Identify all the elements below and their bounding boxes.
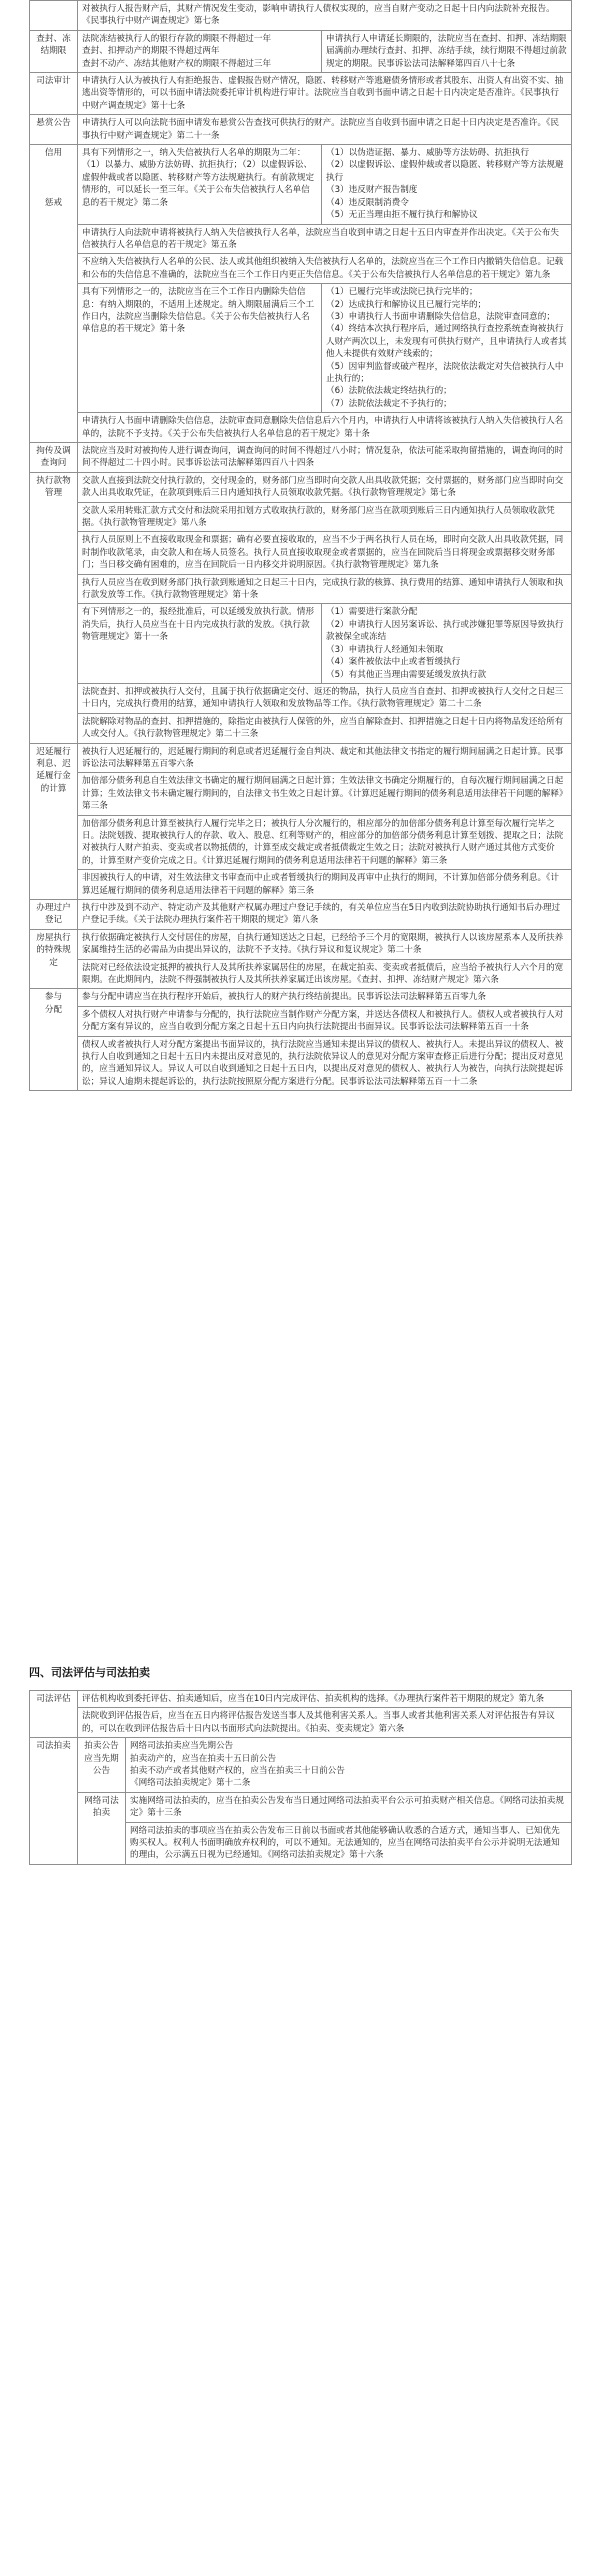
table-cell [78,30,322,72]
row-label [30,145,78,443]
table-cell: 被执行人迟延履行的，迟延履行期间的利息或者迟延履行金自判决、裁定和其他法律文书指定的履行期间届满之日起计算。民事诉讼法司法解释第五百零六条 [78,743,572,773]
table-cell: 不应纳入失信被执行人名单的公民、法人或其他组织被纳入失信被执行人名单的，法院应当在三个工作日内撤销失信信息。记载和公布的失信信息不准确的，法院应当在三个工作日内更正失信信息。《关于公布失信被执行人名单信息的若干规定》第九条 [78,254,572,284]
table-cell: 执行依据确定被执行人交付居住的房屋，自执行通知送达之日起，已经给予三个月的宽限期，被执行人以该房屋系本人及所扶养家属维持生活的必需品为由提出异议的，法院不予支持。《执行异议和复议规定》第二十条 [78,929,572,959]
cell-line: 查封不动产、冻结其他财产权的期限不得超过三年 [82,58,272,69]
cell-line: （5）无正当理由拒不履行执行和解协议 [326,210,478,221]
table-row [30,574,572,604]
table-row [30,900,572,930]
table-cell: 申请执行人向法院申请将被执行人纳入失信被执行人名单，法院应当自收到申请之日起十五日内审查并作出决定。《关于公布失信被执行人名单信息的若干规定》第五条 [78,224,572,254]
table-row [30,73,572,115]
table-row [30,989,572,1006]
table-cell: 非因被执行人的申请，对生效法律文书审查而中止或者暂缓执行的期间及再审中止执行的期间，不计算加倍部分债务利息。《计算迟延履行期间的债务利息适用法律若干问题的解释》第三条 [78,870,572,900]
row-label: 执行款物管理 [30,472,78,743]
section-heading: 四、司法评估与司法拍卖 [29,1666,150,1679]
row-label: 房屋执行的特殊规定 [30,929,78,989]
table-cell: 申请执行人认为被执行人有拒绝报告、虚假报告财产情况，隐匿、转移财产等逃避债务情形或者其股东、出资人有出资不实、抽逃出资等情形的，可以书面申请法院委托审计机构进行审计。法院应当自收到书面申请之日起十日内决定是否准许。《民事执行中财产调查规定》第十七条 [78,73,572,115]
row-label: 拘传及调查询问 [30,443,78,473]
row-label: 查封、冻结期限 [30,30,78,72]
table-cell: 申请执行人书面申请删除失信信息，法院审查同意删除失信信息后六个月内，申请执行人申请将该被执行人纳入失信被执行人名单的，法院不予支持。《关于公布失信被执行人名单信息的若干规定》第十条 [78,413,572,443]
table-cell: 执行人员应当在收到财务部门执行款到账通知之日起三十日内，完成执行款的核算、执行费用的结算、通知申请执行人领取和执行款发放等工作。《执行款物管理规定》第十条 [78,574,572,604]
table-cell: 执行中涉及到不动产、特定动产及其他财产权属办理过户登记手续的，有关单位应当在5日内收到法院协助执行通知书后办理过户登记手续。《关于法院办理执行案件若干期限的规定》第八条 [78,900,572,930]
cell-line: （4）案件被依法中止或者暂缓执行 [326,657,461,668]
table-cell: 加倍部分债务利息计算至被执行人履行完毕之日；被执行人分次履行的，相应部分的加倍部分债务利息计算至每次履行完毕之日。法院划拨、提取被执行人的存款、收入、股息、红利等财产的，相应部分的加倍部分债务利息计算至划拨、提取之日；法院对被执行人财产拍卖、变卖或者以物抵债的，计算至成交裁定或者抵债裁定生效之日；法院对被执行人财产通过其他方式变价的，计算至财产变价完成之日。《计算迟延履行期间的债务利息适用法律若干问题的解释》第三条 [78,815,572,870]
table-cell [322,284,572,413]
cell-line: （7）法院依法裁定不予执行的； [326,398,452,409]
cell-line: （1）以伪造证据、暴力、威胁等方法妨碍、抗拒执行 [326,148,530,159]
table-cell: 加倍部分债务利息自生效法律文书确定的履行期间届满之日起计算；生效法律文书确定分期履行的，自每次履行期间届满之日起计算；生效法律文书未确定履行期间的，自法律文书生效之日起计算。《计算迟延履行期间的债务利息适用法律若干问题的解释》第三条 [78,773,572,815]
table-cell: 法院应当及时对被拘传人进行调查询问，调查询问的时间不得超过八小时；情况复杂，依法可能采取拘留措施的，调查询问的时间不得超过二十四小时。民事诉讼法司法解释第四百八十四条 [78,443,572,473]
cell-line: （2）以虚假诉讼、虚假仲裁或者以隐匿、转移财产等方法规避执行 [326,160,564,183]
table-row [30,1,572,31]
row-label [30,1,78,31]
row-label: 悬赏公告 [30,115,78,145]
table-cell: 法院查封、扣押或被执行人交付，且属于执行依据确定交付、返还的物品，执行人员应当自查封、扣押或被执行人交付之日起三十日内，完成执行费用的结算，通知申请执行人领取和发放物品等工作。《执行款物管理规定》第二十二条 [78,683,572,713]
cell-line: （1）已履行完毕或法院已执行完毕的； [326,287,478,298]
table-row [30,815,572,870]
table-row [30,413,572,443]
table-cell: 网络司法拍卖的事项应当在拍卖公告发布三日前以书面或者其他能够确认收悉的合适方式，通知当事人、已知优先购买权人。权利人书面明确放弃权利的，可以不通知。无法通知的，应当在网络司法拍卖平台公示并说明无法通知的理由，公示满五日视为已经通知。《网络司法拍卖规定》第十六条 [126,1822,572,1864]
table-cell: 法院对已经依法设定抵押的被执行人及其所扶养家属居住的房屋，在裁定拍卖、变卖或者抵债后，应当给予被执行人六个月的宽限期。在此期间内，法院不得强制被执行人及其所扶养家属迁出该房屋。《查封、扣押、冻结财产规定》第六条 [78,959,572,989]
row-label: 司法拍卖 [30,1738,78,1865]
cell-line: （5）有其他正当理由需要延缓发放执行款 [326,669,487,680]
cell-line: （3）申请执行人经通知未领取 [326,644,444,655]
table-row [30,1006,572,1036]
table-cell: 申请执行人可以向法院书面申请发布悬赏公告查找可供执行的财产。法院应当自收到书面申请之日起十日内决定是否准许。《民事执行中财产调查规定》第二十一条 [78,115,572,145]
cell-line: 《网络司法拍卖规定》第十二条 [130,1778,251,1789]
row-label: 司法评估 [30,1691,78,1738]
row-label: 司法审计 [30,73,78,115]
table-row [30,1708,572,1738]
table-row [30,929,572,959]
table-row [30,1738,572,1793]
table-row [30,870,572,900]
row-label-part: 信用 [44,148,63,159]
cell-line: （1）需要进行案款分配 [326,607,418,618]
cell-line: （2）申请执行人因另案诉讼、执行或涉嫌犯罪等原因导致执行款被保全或冻结 [326,619,564,643]
cell-line: 法院冻结被执行人的银行存款的期限不得超过一年 [82,33,272,44]
table-row [30,30,572,72]
table-row [30,284,572,413]
table-cell: 实施网络司法拍卖的，应当在拍卖公告发布当日通过网络司法拍卖平台公示可拍卖财产相关信息。《网络司法拍卖规定》第十三条 [126,1792,572,1822]
table-cell: 法院解除对物品的查封、扣押措施的，除指定由被执行人保管的外，应当自解除查封、扣押措施之日起十日内将物品发还给所有人或交付人。《执行款物管理规定》第二十三条 [78,713,572,743]
cell-line: （2）达成执行和解协议且已履行完毕的； [326,299,487,310]
table-cell: 债权人或者被执行人对分配方案提出书面异议的，执行法院应当通知未提出异议的债权人、被执行人。未提出异议的债权人、被执行人自收到通知之日起十五日内未提出反对意见的，执行法院依异议人的意见对分配方案审查修正后进行分配；提出反对意见的，应当通知异议人。异议人可以自收到通知之日起十五日内，以提出反对意见的债权人、被执行人为被告，向执行法院提起诉讼；异议人逾期未提起诉讼的，执行法院按照原分配方案进行分配。民事诉讼法司法解释第五百一十二条 [78,1036,572,1091]
table-cell [322,145,572,224]
table-row [30,743,572,773]
row-label-part: 参与 [44,992,63,1003]
table-cell: 对被执行人报告财产后，其财产情况发生变动，影响申请执行人债权实现的，应当自财产变动之日起十日内向法院补充报告。《民事执行中财产调查规定》第七条 [78,1,572,31]
row-label: 迟延履行利息、迟延履行金的计算 [30,743,78,899]
row-label: 办理过户登记 [30,900,78,930]
table-cell: 具有下列情形之一，纳入失信被执行人名单的期限为二年：（1）以暴力、威胁方法妨碍、抗拒执行；（2）以虚假诉讼、虚假仲裁或者以隐匿、转移财产等方法规避执行。有前款规定情形的，可以延长一至三年。《关于公布失信被执行人名单信息的若干规定》第二条 [78,145,322,224]
table-row [30,443,572,473]
enforcement-rules-table [29,0,572,1091]
table-row [30,502,572,532]
table-row [30,224,572,254]
table-row [30,1036,572,1091]
cell-line: （4）违反限制消费令 [326,197,409,208]
cell-line: 拍卖动产的，应当在拍卖十五日前公告 [130,1753,277,1764]
table-cell: 多个债权人对执行财产申请参与分配的，执行法院应当制作财产分配方案，并送达各债权人和被执行人。债权人或者被执行人对分配方案有异议的，应当自收到分配方案之日起十五日内向执行法院提出书面异议。民事诉讼法司法解释第五百一十条 [78,1006,572,1036]
table-cell: 参与分配申请应当在执行程序开始后，被执行人的财产执行终结前提出。民事诉讼法司法解释第五百零九条 [78,989,572,1006]
cell-line: 拍卖不动产或者其他财产权的，应当在拍卖三十日前公告 [130,1766,345,1777]
table-cell: 法院收到评估报告后，应当在五日内将评估报告发送当事人及其他利害关系人。当事人或者其他利害关系人对评估报告有异议的，可以在收到评估报告后十日内以书面形式向法院提出。《拍卖、变卖规定》第六条 [78,1708,572,1738]
table-cell: 申请执行人申请延长期限的，法院应当在查封、扣押、冻结期限届满前办理续行查封、扣押、冻结手续，续行期限不得超过前款规定的期限。民事诉讼法司法解释第四百八十七条 [322,30,572,72]
row-label-part: 惩戒 [44,197,63,208]
table-row [30,532,572,574]
table-cell: 交款人直接到法院交付执行款的，交付现金的，财务部门应当即时向交款人出具收款凭据；交付票据的，财务部门应当即时向交款人出具收取凭证，在款项到账后三日内通知执行人员领取收款凭据。《执行款物管理规定》第七条 [78,472,572,502]
table-row [30,115,572,145]
table-row [30,1691,572,1708]
table-cell: 有下列情形之一的，报经批准后，可以延缓发放执行款。情形消失后，执行人员应当在十日内完成执行款的发放。《执行款物管理规定》第十一条 [78,604,322,683]
table-cell: 交款人采用转账汇款方式交付和法院采用扣划方式收取执行款的，财务部门应当在款项到账后三日内通知执行人员领取收款凭据。《执行款物管理规定》第八条 [78,502,572,532]
table-row [30,145,572,224]
sub-row-label: 网络司法拍卖 [78,1792,126,1864]
cell-line: （3）申请执行人书面申请删除失信信息，法院审查同意的； [326,311,555,322]
table-row [30,472,572,502]
cell-line: 查封、扣押动产的期限不得超过两年 [82,46,220,57]
row-label [30,989,78,1091]
sub-row-label: 拍卖公告应当先期公告 [78,1738,126,1793]
table-cell: 执行人员原则上不直接收取现金和票据；确有必要直接收取的，应当不少于两名执行人员在场，即时向交款人出具收款凭据，同时制作收款笔录，由交款人和在场人员签名。执行人员直接收取现金或者票据的，应当在回院后当日将现金或票据移交财务部门；当日移交确有困难的，应当在回院后一日内移交并说明原因。《执行款物管理规定》第九条 [78,532,572,574]
row-label-part: 分配 [44,1004,63,1015]
cell-line: 网络司法拍卖应当先期公告 [130,1741,234,1752]
table-cell: 评估机构收到委托评估、拍卖通知后，应当在10日内完成评估、拍卖机构的选择。《办理执行案件若干期限的规定》第九条 [78,1691,572,1708]
table-row [30,773,572,815]
appraisal-auction-table [29,1690,572,1865]
cell-line: （4）终结本次执行程序后，通过网络执行查控系统查询被执行人财产两次以上，未发现有可供执行财产，且申请执行人或者其他人未提供有效财产线索的； [326,324,567,360]
table-row [30,959,572,989]
table-row [30,683,572,713]
table-row [30,1792,572,1822]
table-row [30,254,572,284]
table-cell [126,1738,572,1793]
cell-line: （5）因审判监督或破产程序，法院依法裁定对失信被执行人中止执行的； [326,361,564,384]
table-row [30,604,572,683]
table-cell [322,604,572,683]
cell-line: （6）法院依法裁定终结执行的； [326,386,452,397]
cell-line: （3）违反财产报告制度 [326,185,418,196]
table-cell: 具有下列情形之一的，法院应当在三个工作日内删除失信信息：有纳入期限的，不适用上述规定。纳入期限届满后三个工作日内，法院应当删除失信信息。《关于公布失信被执行人名单信息的若干规定》第十条 [78,284,322,413]
table-row [30,713,572,743]
